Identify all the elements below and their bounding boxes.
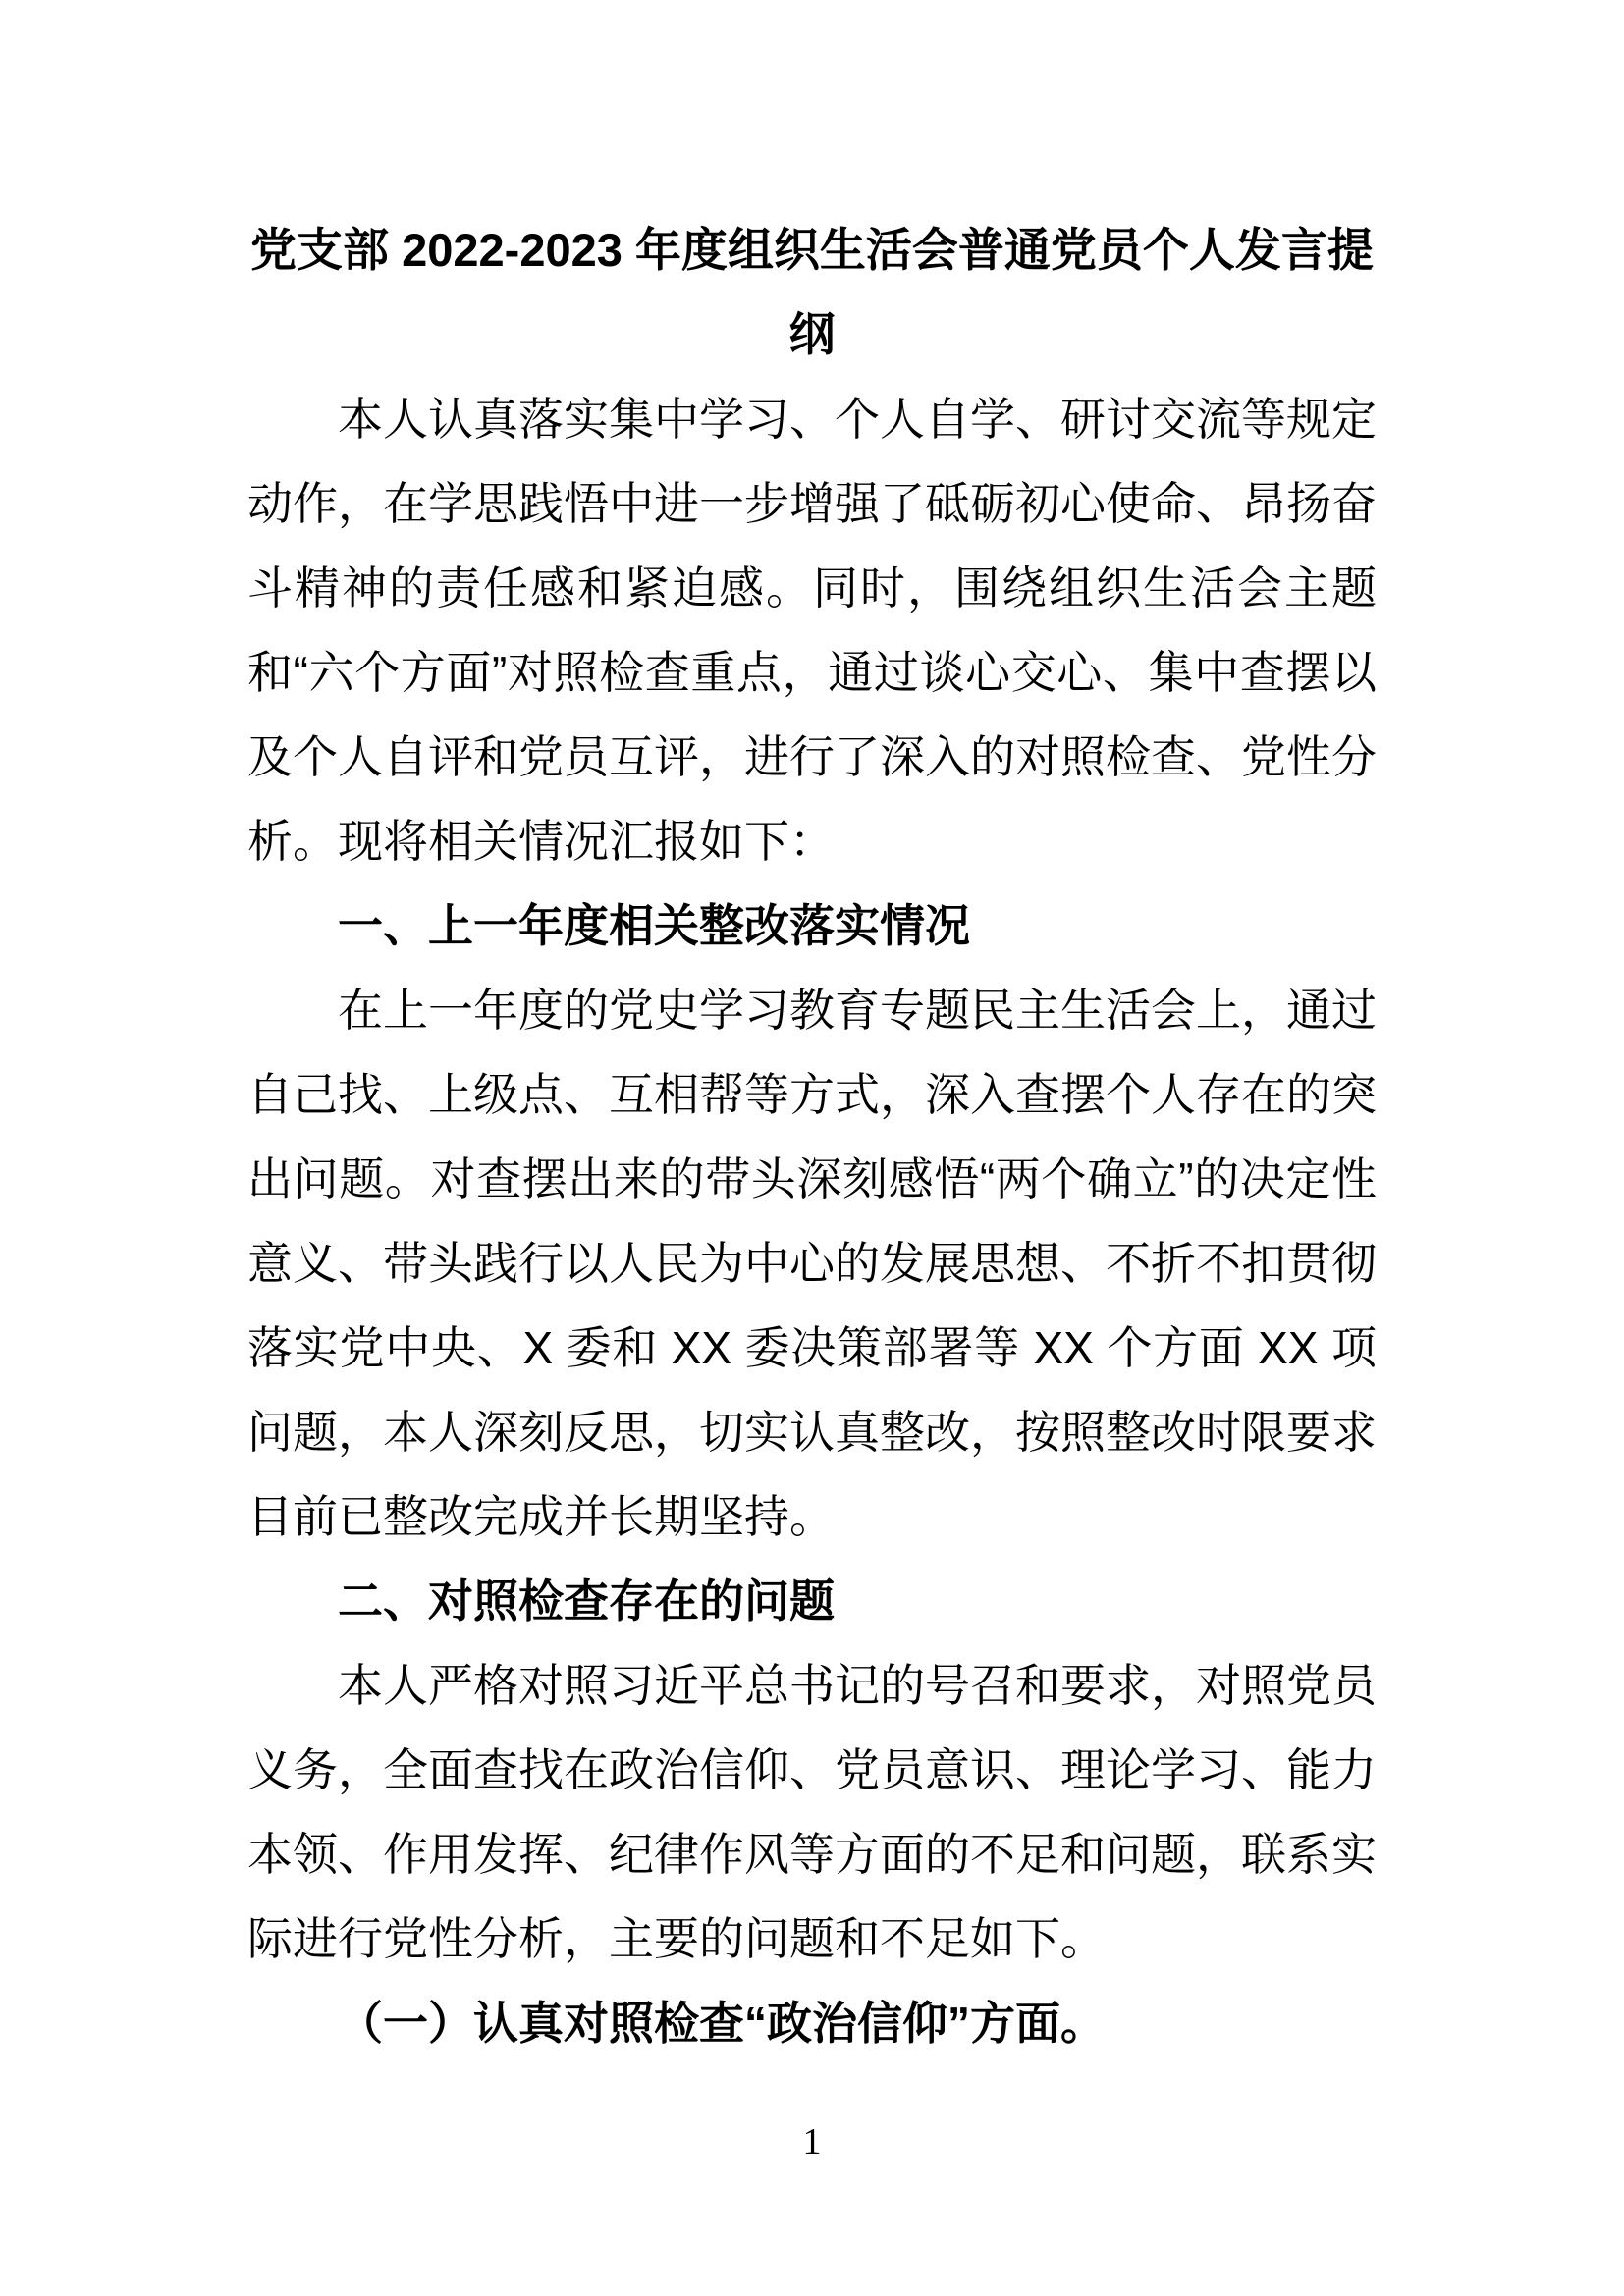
section-heading: 一、上一年度相关整改落实情况: [338, 900, 970, 951]
paragraph: 本人认真落实集中学习、个人自学、研讨交流等规定动作，在学思践悟中进一步增强了砥砺初心使命、昂扬奋斗精神的责任感和紧迫感。同时，围绕组织生活会主题和“六个方面”对照检查重点，通过谈心交心、集中查摆以及个人自评和党员互评，进行了深入的对照检查、党性分析。现将相关情况汇报如下：: [247, 394, 1377, 867]
page-number: 1: [802, 2121, 822, 2163]
document-title: 党支部 2022-2023 年度组织生活会普通党员个人发言提纲: [250, 224, 1374, 360]
paragraph: 在上一年度的党史学习教育专题民主生活会上，通过自己找、上级点、互相帮等方式，深入查摆个人存在的突出问题。对查摆出来的带头深刻感悟“两个确立”的决定性意义、带头践行以人民为中心的发展思想、不折不扣贯彻落实党中央、X 委和 XX 委决策部署等 XX 个方面 XX 项问题，本人深刻反思，切实认真整改，按照整改时限要求目前已整改完成并长期坚持。: [247, 985, 1377, 1542]
document-body: [247, 377, 1377, 2065]
section-heading: 二、对照检查存在的问题: [338, 1575, 835, 1627]
document-content: [247, 208, 1377, 2065]
paragraph: 本人严格对照习近平总书记的号召和要求，对照党员义务，全面查找在政治信仰、党员意识、理论学习、能力本领、作用发挥、纪律作风等方面的不足和问题，联系实际进行党性分析，主要的问题和不足如下。: [247, 1660, 1377, 1964]
sub-heading: （一）认真对照检查“政治信仰”方面。: [338, 1998, 1106, 2049]
page-footer: [0, 2120, 1624, 2163]
